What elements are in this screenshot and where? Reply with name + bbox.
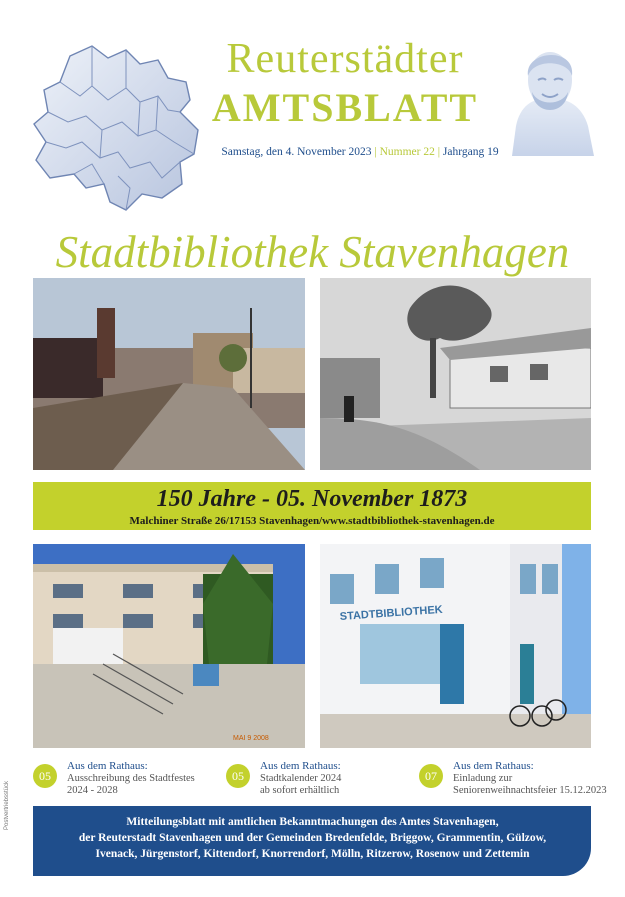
issue-date: Samstag, den 4. November 2023 bbox=[221, 146, 372, 158]
teaser-item[interactable] bbox=[33, 760, 223, 808]
photo-timestamp: MAI 9 2008 bbox=[233, 735, 269, 742]
library-sign: STADTBIBLIOTHEK bbox=[339, 603, 444, 623]
banner-title: 150 Jahre - 05. November 1873 bbox=[156, 486, 468, 512]
teaser-heading: Aus dem Rathaus: bbox=[260, 760, 341, 772]
library-building-photo bbox=[33, 544, 305, 748]
issue-number: Nummer 22 bbox=[379, 146, 435, 158]
teaser-text: Ausschreibung des Stadtfestes 2024 - 2028 bbox=[67, 773, 195, 796]
stadtbibliothek-facade-photo bbox=[320, 544, 591, 748]
historic-street-photo bbox=[33, 278, 305, 470]
page-headline: Stadtbibliothek Stavenhagen bbox=[55, 227, 570, 277]
issue-line bbox=[190, 146, 530, 158]
footer-line: der Reuterstadt Stavenhagen und der Gemeinden Bredenfelde, Briggow, Grammentin, Gülzow, bbox=[78, 832, 547, 844]
teaser-item[interactable] bbox=[226, 760, 416, 808]
district-map-icon bbox=[30, 38, 205, 218]
side-note: Postvertriebsstück bbox=[4, 780, 10, 830]
teaser-heading: Aus dem Rathaus: bbox=[67, 760, 148, 772]
separator: | bbox=[437, 146, 441, 158]
page-number-badge: 05 bbox=[226, 764, 250, 788]
footer-text bbox=[40, 814, 585, 862]
page-number-badge: 05 bbox=[33, 764, 57, 788]
teaser-text: Stadtkalender 2024 ab sofort erhältlich bbox=[260, 773, 342, 796]
footer-line: Mitteilungsblatt mit amtlichen Bekanntmachungen des Amtes Stavenhagen, bbox=[126, 816, 499, 828]
black-white-street-photo bbox=[320, 278, 591, 470]
masthead-title-top: Reuterstädter bbox=[226, 36, 464, 82]
separator: | bbox=[374, 146, 377, 158]
teaser-heading: Aus dem Rathaus: bbox=[453, 760, 534, 772]
issue-volume: Jahrgang 19 bbox=[442, 146, 499, 158]
teaser-item[interactable] bbox=[419, 760, 609, 808]
footer-line: Ivenack, Jürgenstorf, Kittendorf, Knorrendorf, Mölln, Ritzerow, Rosenow und Zettemin bbox=[95, 848, 530, 860]
teaser-text: Einladung zur Seniorenweihnachtsfeier 15.12.2023 bbox=[453, 773, 607, 796]
banner-subtitle: Malchiner Straße 26/17153 Stavenhagen/www.stadtbibliothek-stavenhagen.de bbox=[129, 515, 495, 527]
page-number-badge: 07 bbox=[419, 764, 443, 788]
masthead-title-bottom: AMTSBLATT bbox=[211, 85, 479, 130]
fritz-reuter-portrait bbox=[502, 36, 598, 156]
